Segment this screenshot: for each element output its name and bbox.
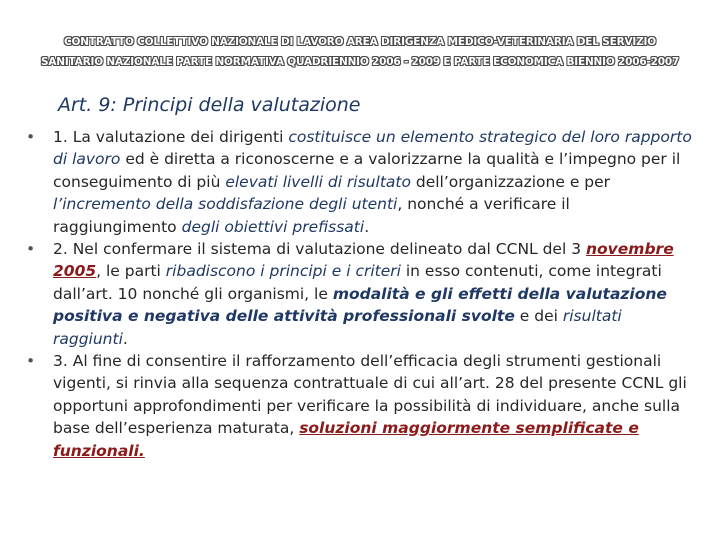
bullet-dot: • xyxy=(26,128,36,146)
item-1-text: dell’organizzazione e per xyxy=(410,172,611,191)
item-2-emphasis-date: novembre 2005 xyxy=(53,240,674,281)
document-header xyxy=(10,32,710,72)
item-1-emphasis-objectives: degli obiettivi prefissati xyxy=(181,217,365,236)
item-2-text: , le parti xyxy=(96,262,166,281)
header-line-1: CONTRATTO COLLETTIVO NAZIONALE DI LAVORO AREA DIRIGENZA MEDICO-VETERINARIA DEL SERVIZIO xyxy=(64,36,656,48)
item-1-emphasis-satisfaction: l’incremento della soddisfazione degli utenti xyxy=(53,195,398,214)
article-title: Art. 9: Principi della valutazione xyxy=(58,94,361,116)
item-2-text: e dei xyxy=(514,307,563,326)
item-2-emphasis-modalities: modalità e gli effetti della valutazione positiva e negativa delle attività professionali svolte xyxy=(53,284,667,326)
item-2-emphasis-results: risultati raggiunti xyxy=(53,307,622,348)
item-1-text: 1. La valutazione dei dirigenti xyxy=(53,128,289,146)
item-2-text: . xyxy=(122,329,128,348)
item-1-text: ed è diretta a riconoscerne e a valorizzarne la qualità e l’impegno per il conseguimento di più xyxy=(53,150,681,191)
bullet-item-3 xyxy=(26,350,696,462)
item-2-text: in esso contenuti, come integrati dall’art. 10 nonché gli organismi, le xyxy=(53,262,662,303)
item-2-emphasis-principles: ribadiscono i principi e i criteri xyxy=(165,262,401,281)
item-3-emphasis-solutions: soluzioni maggiormente semplificate e funzionali. xyxy=(53,419,639,460)
item-1-text: . xyxy=(364,217,370,236)
item-3-text: 3. Al fine di consentire il rafforzamento dell’efficacia degli strumenti gestionali vigenti, si rinvia alla sequenza contrattuale di cui all’art. 28 del presente CCNL gli opportuni approfondimenti per verificare la possibilità di individuare, anche sulla base dell’esperienza maturata, xyxy=(53,352,687,438)
bullet-dot: • xyxy=(26,352,36,371)
item-1-emphasis-strategic: costituisce un elemento strategico del loro rapporto di lavoro xyxy=(53,128,692,169)
item-1-text: , nonché a verificare il raggiungimento xyxy=(53,195,570,236)
item-2-text: 2. Nel confermare il sistema di valutazione delineato dal CCNL del 3 xyxy=(53,240,586,259)
bullet-dot: • xyxy=(26,240,36,259)
item-1-emphasis-results: elevati livelli di risultato xyxy=(225,172,411,191)
header-line-2: SANITARIO NAZIONALE PARTE NORMATIVA QUADRIENNIO 2006 - 2009 E PARTE ECONOMICA BIENNIO 2006-2007 xyxy=(40,56,680,68)
bullet-item-1 xyxy=(26,126,696,238)
bullet-list xyxy=(26,126,696,462)
bullet-item-2 xyxy=(26,238,696,350)
